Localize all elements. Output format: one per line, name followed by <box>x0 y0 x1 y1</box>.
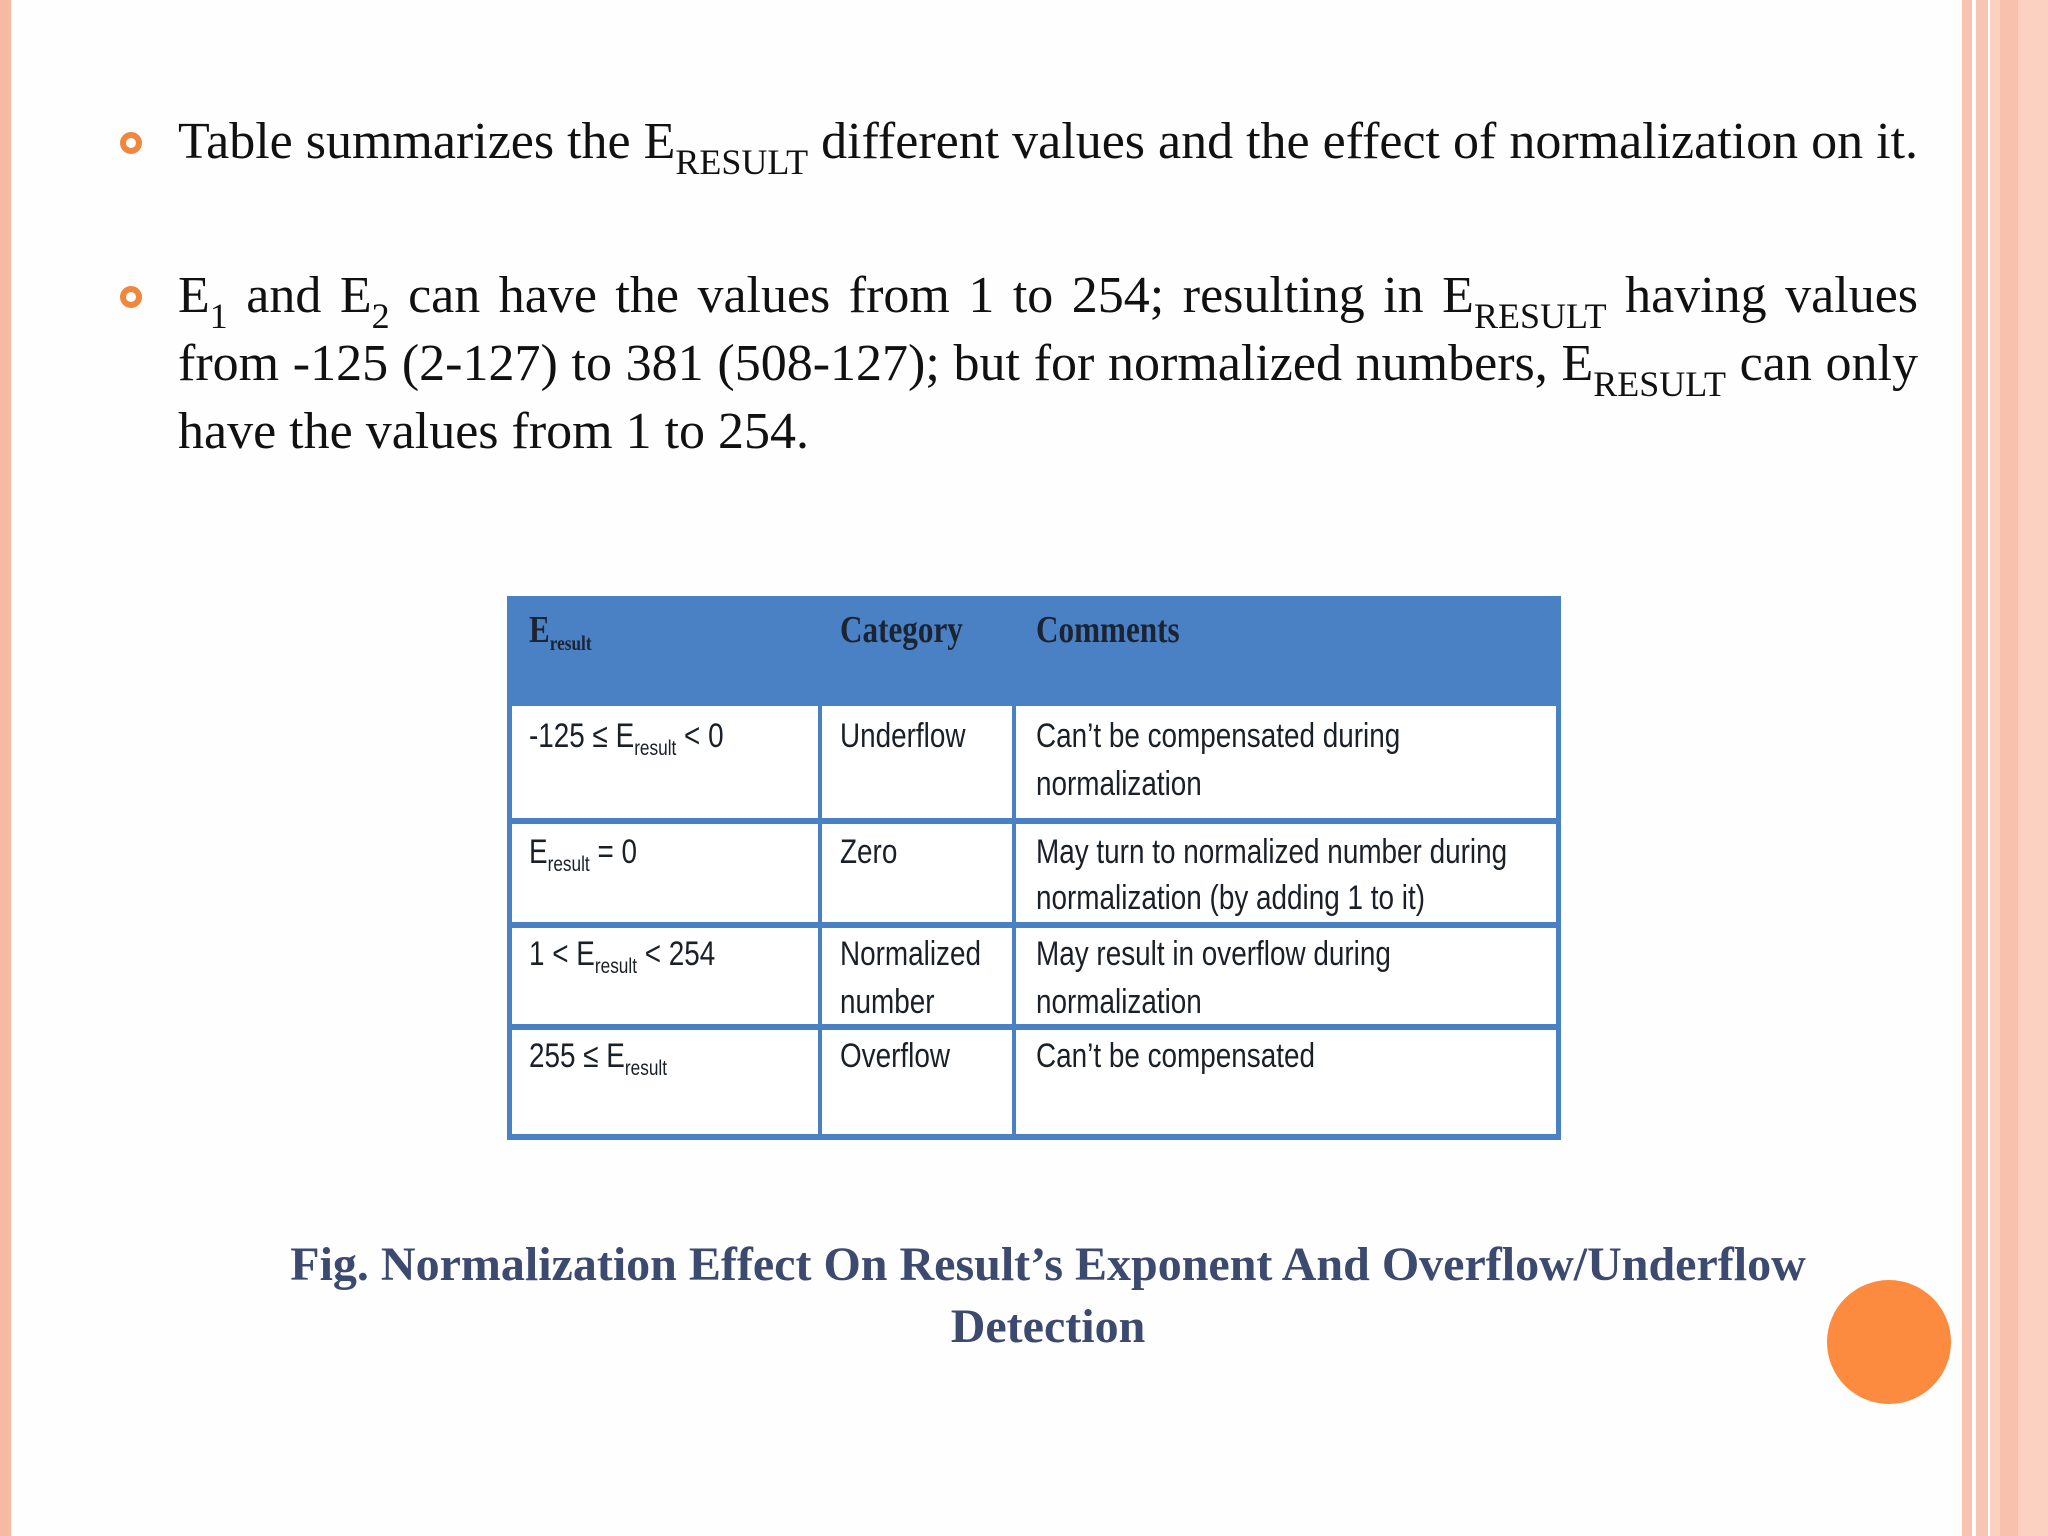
subscript-text: 2 <box>371 296 390 336</box>
table-cell-category <box>822 824 1012 922</box>
comment-text-2: normalization <box>1036 765 1202 803</box>
table-cell-comment <box>1016 928 1556 1024</box>
comment-text: May turn to normalized number during <box>1036 833 1508 871</box>
bullet-circle-icon <box>120 286 142 308</box>
table-header-row <box>507 596 1561 706</box>
comment-text: May result in overflow during <box>1036 935 1391 973</box>
comment-text-2: normalization (by adding 1 to it) <box>1036 879 1425 917</box>
comment-text: Can’t be compensated during <box>1036 717 1401 755</box>
subscript-text: RESULT <box>1473 296 1607 336</box>
bullet-text: can have the values from 1 to 254; resulting in E <box>389 267 1474 324</box>
header-category: Category <box>840 609 963 651</box>
bullet-text: having values from -125 (2-127) to 381 (508-127); but for normalized numbers, E <box>178 267 1919 392</box>
category-text: Underflow <box>840 717 966 755</box>
range-text: $-125 \le E_{result} < 0$ <box>529 717 724 760</box>
table-cell-range <box>512 1030 818 1134</box>
bullet-text: different values and the effect of normalization on it. <box>808 113 1919 170</box>
category-text: Zero <box>840 833 898 871</box>
bullet-item-table-summary <box>178 108 1919 182</box>
right-border-band <box>1990 0 2048 1536</box>
comment-text: Can’t be compensated <box>1036 1037 1315 1075</box>
header-comments: Comments <box>1036 609 1180 651</box>
bullet-text: Table summarizes the E <box>178 113 676 170</box>
category-text-2: number <box>840 983 935 1021</box>
bullet-circle-icon <box>120 132 142 154</box>
left-border-stripe <box>0 0 11 1536</box>
bullet-text: and E <box>227 267 372 324</box>
right-border-stripe-2 <box>1976 0 1988 1536</box>
subscript-text: RESULT <box>675 142 809 182</box>
subscript-text: RESULT <box>1593 364 1726 404</box>
bullet-text: can only have the values from 1 to 254. <box>178 335 1919 460</box>
table-cell-category <box>822 1030 1012 1134</box>
range-text: $E_{result} = 0$ <box>529 833 638 876</box>
bullet-item-value-range <box>178 262 1918 466</box>
decorative-orange-circle <box>1827 1280 1951 1404</box>
table-cell-comment <box>1016 824 1556 922</box>
right-border-stripe-1 <box>1962 0 1972 1536</box>
normalization-table <box>507 596 1561 1140</box>
table-cell-range <box>512 824 818 922</box>
subscript-text: 1 <box>209 296 228 336</box>
table-cell-range <box>512 706 818 818</box>
table-cell-category <box>822 706 1012 818</box>
table-cell-range <box>512 928 818 1024</box>
category-text: Overflow <box>840 1037 950 1075</box>
comment-text-2: normalization <box>1036 983 1202 1021</box>
range-text: $255 \le E_{result}$ <box>529 1037 668 1080</box>
header-eresult: $E_{result}$ <box>529 609 592 655</box>
caption-line-2: Detection <box>950 1300 1146 1353</box>
figure-caption <box>230 1234 1866 1358</box>
table-cell-category <box>822 928 1012 1024</box>
right-border-stripe-3 <box>2000 0 2018 1536</box>
bullet-text: E <box>178 267 210 324</box>
table-cell-comment <box>1016 706 1556 818</box>
table-cell-comment <box>1016 1030 1556 1134</box>
range-text: $1 < E_{result} < 254$ <box>529 935 716 978</box>
caption-line-1: Fig. Normalization Effect On Result’s Exponent And Overflow/Underflow <box>290 1238 1806 1291</box>
category-text: Normalized <box>840 935 982 973</box>
